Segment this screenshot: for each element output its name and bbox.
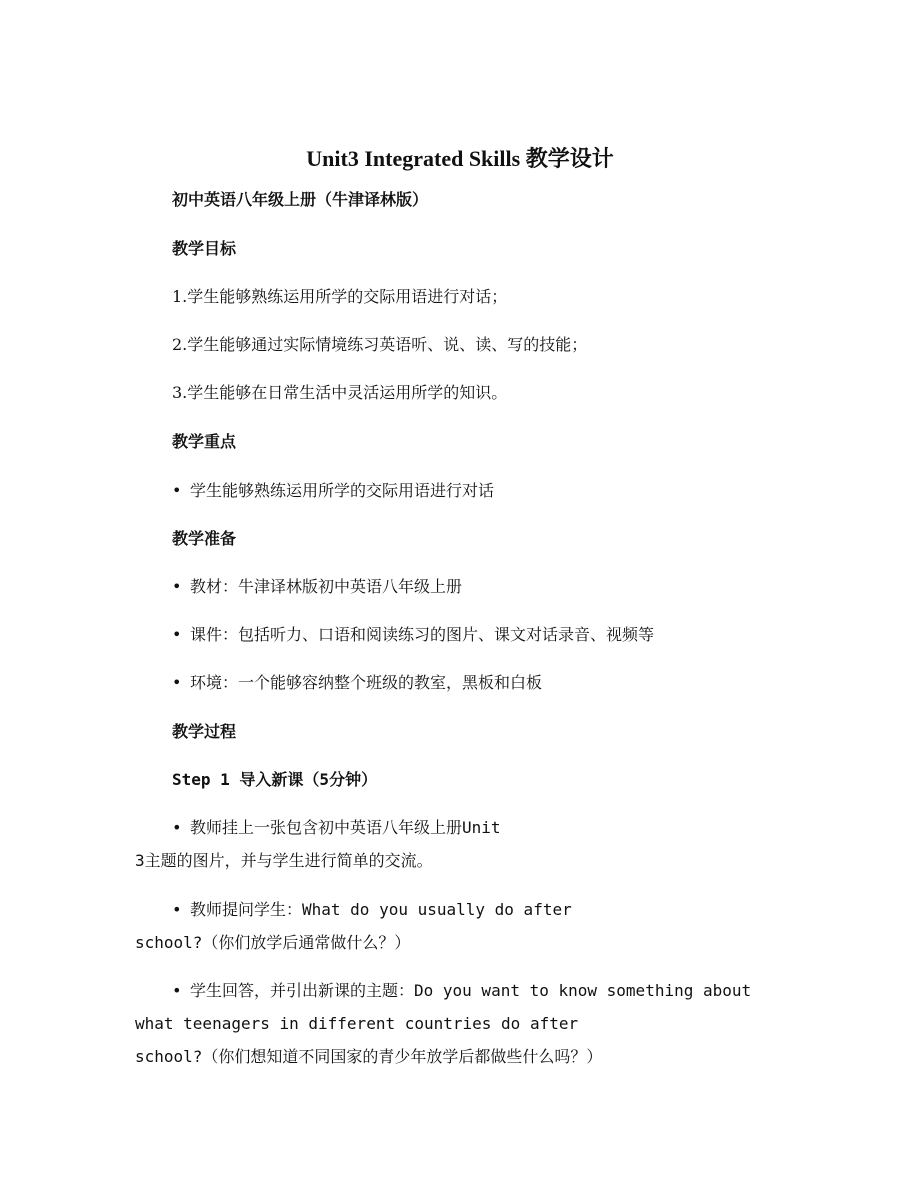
bullet-icon: • [172, 577, 182, 596]
preparation-text: 课件：包括听力、口语和阅读练习的图片、课文对话录音、视频等 [190, 625, 655, 644]
objectives-heading: 教学目标 [172, 239, 237, 258]
subtitle: 初中英语八年级上册（牛津译林版） [172, 190, 429, 209]
bullet-icon: • [172, 981, 182, 1000]
process-heading: 教学过程 [172, 722, 237, 741]
step1-title: Step 1 导入新课（5分钟） [172, 770, 378, 789]
bullet-icon: • [172, 625, 182, 644]
preparation-text: 环境：一个能够容纳整个班级的教室，黑板和白板 [190, 673, 543, 692]
step1-paragraph-line: school?（你们想知道不同国家的青少年放学后都做些什么吗？） [135, 1047, 603, 1066]
step1-paragraph-line: school?（你们放学后通常做什么？） [135, 933, 411, 952]
key-point-text: 学生能够熟练运用所学的交际用语进行对话 [190, 481, 495, 500]
objective-item: 3.学生能够在日常生活中灵活运用所学的知识。 [172, 383, 508, 402]
bullet-icon: • [172, 900, 182, 919]
preparation-text: 教材：牛津译林版初中英语八年级上册 [190, 577, 463, 596]
preparation-heading: 教学准备 [172, 529, 237, 548]
paragraph-text: 学生回答，并引出新课的主题：Do you want to know something about [190, 981, 752, 1000]
preparation-item [172, 673, 860, 693]
preparation-item [172, 577, 860, 597]
key-point-item [172, 481, 860, 501]
document-title: Unit3 Integrated Skills 教学设计 [306, 146, 614, 171]
objective-item: 2.学生能够通过实际情境练习英语听、说、读、写的技能； [172, 335, 588, 354]
bullet-icon: • [172, 673, 182, 692]
paragraph-text: 教师提问学生：What do you usually do after [190, 900, 572, 919]
step1-paragraph-line [172, 818, 860, 838]
step1-paragraph-line [172, 981, 860, 1001]
step1-paragraph-line: 3主题的图片，并与学生进行简单的交流。 [135, 851, 433, 870]
step1-paragraph-line [172, 900, 860, 920]
bullet-icon: • [172, 818, 182, 837]
bullet-icon: • [172, 481, 182, 500]
objective-item: 1.学生能够熟练运用所学的交际用语进行对话； [172, 287, 508, 306]
preparation-item [172, 625, 860, 645]
paragraph-text: 教师挂上一张包含初中英语八年级上册Unit [190, 818, 501, 837]
step1-paragraph-line: what teenagers in different countries do after [135, 1014, 579, 1033]
key-points-heading: 教学重点 [172, 432, 237, 451]
